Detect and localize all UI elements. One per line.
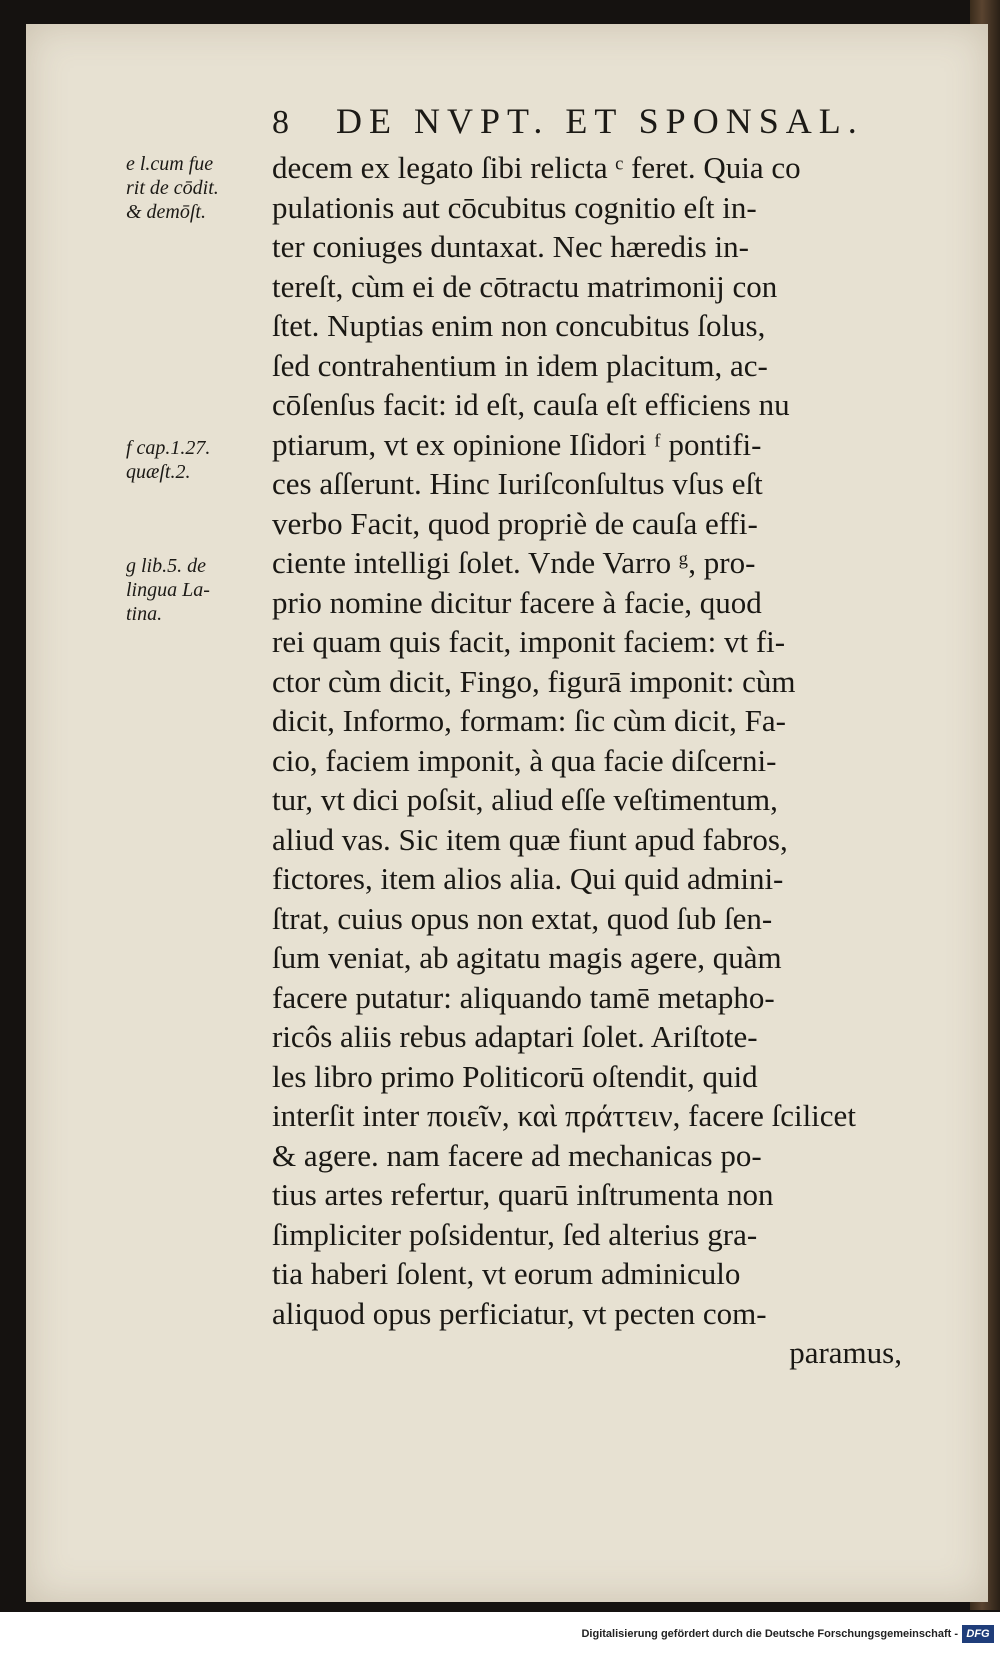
book-page	[26, 24, 988, 1602]
text-line: facere putatur: aliquando tamē metapho-	[272, 979, 775, 1015]
text-line: ſimpliciter poſsidentur, ſed alterius gra-	[272, 1216, 758, 1252]
text-line: les libro primo Politicorū oſtendit, quid	[272, 1058, 758, 1094]
text-line: ter coniuges duntaxat. Nec hæredis in-	[272, 229, 749, 264]
text-line: ſtrat, cuius opus non extat, quod ſub ſen-	[272, 900, 773, 936]
digitization-footer	[0, 1612, 1000, 1658]
text-line: verbo Facit, quod propriè de cauſa effi-	[272, 505, 758, 541]
text-line: ſed contrahentium in idem placitum, ac-	[272, 347, 768, 383]
text-line: aliud vas. Sic item quæ fiunt apud fabros,	[272, 821, 788, 857]
text-line: ſtet. Nuptias enim non concubitus ſolus,	[272, 308, 766, 343]
text-line: & agere. nam facere ad mechanicas po-	[272, 1137, 762, 1173]
dfg-logo: DFG	[962, 1625, 994, 1643]
text-line: ptiarum, vt ex opinione Iſidori ᶠ pontifi-	[272, 426, 762, 462]
page-number: 8	[272, 104, 289, 141]
margin-note-g	[126, 554, 266, 626]
note-line: e l.cum fue	[126, 153, 214, 175]
note-line: rit de cōdit.	[126, 177, 219, 199]
text-line: pulationis aut cōcubitus cognitio eſt in-	[272, 189, 757, 225]
catchword: paramus,	[789, 1335, 902, 1370]
text-line: rei quam quis facit, imponit faciem: vt fi-	[272, 624, 786, 659]
body-text	[272, 148, 902, 1373]
text-line: ciente intelligi ſolet. Vnde Varro ᵍ, pro-	[272, 545, 756, 580]
note-line: tina.	[126, 603, 163, 625]
note-line: g lib.5. de	[126, 555, 206, 577]
text-line: cōſenſus facit: id eſt, cauſa eſt efficiens nu	[272, 387, 790, 422]
text-line: dicit, Informo, formam: ſic cùm dicit, Fa-	[272, 703, 786, 738]
note-line: f cap.1.27.	[126, 437, 211, 459]
text-line: ricôs aliis rebus adaptari ſolet. Ariſtote-	[272, 1019, 758, 1054]
text-line: tia haberi ſolent, vt eorum adminiculo	[272, 1256, 741, 1291]
text-line: aliquod opus perficiatur, vt pecten com-	[272, 1295, 767, 1331]
text-line: tur, vt dici poſsit, aliud eſſe veſtimentum,	[272, 782, 778, 817]
margin-note-e	[126, 152, 266, 224]
text-line: tius artes refertur, quarū inſtrumenta non	[272, 1177, 774, 1212]
text-line: fictores, item alios alia. Qui quid admini-	[272, 861, 784, 896]
note-line: lingua La-	[126, 579, 210, 601]
text-line: interſit inter ποιεῖν, καὶ πράττειν, facere ſcilicet	[272, 1098, 856, 1133]
text-line: decem ex legato ſibi relicta ᶜ feret. Quia co	[272, 150, 801, 185]
page-header	[26, 100, 988, 150]
text-line: ctor cùm dicit, Fingo, figurā imponit: cùm	[272, 663, 796, 699]
margin-note-f	[126, 436, 266, 484]
note-line: quæſt.2.	[126, 461, 191, 483]
text-line: prio nomine dicitur facere à facie, quod	[272, 584, 762, 620]
text-line: tereſt, cùm ei de cōtractu matrimonij con	[272, 268, 778, 304]
note-line: & demōſt.	[126, 201, 206, 223]
running-title: DE NVPT. ET SPONSAL.	[336, 101, 864, 141]
text-line: ces aſſerunt. Hinc Iuriſconſultus vſus eſt	[272, 466, 763, 501]
text-line: ſum veniat, ab agitatu magis agere, quàm	[272, 940, 782, 975]
text-line: cio, faciem imponit, à qua facie diſcerni-	[272, 742, 777, 778]
footer-credit: Digitalisierung gefördert durch die Deutsche Forschungsgemeinschaft -	[581, 1628, 958, 1640]
